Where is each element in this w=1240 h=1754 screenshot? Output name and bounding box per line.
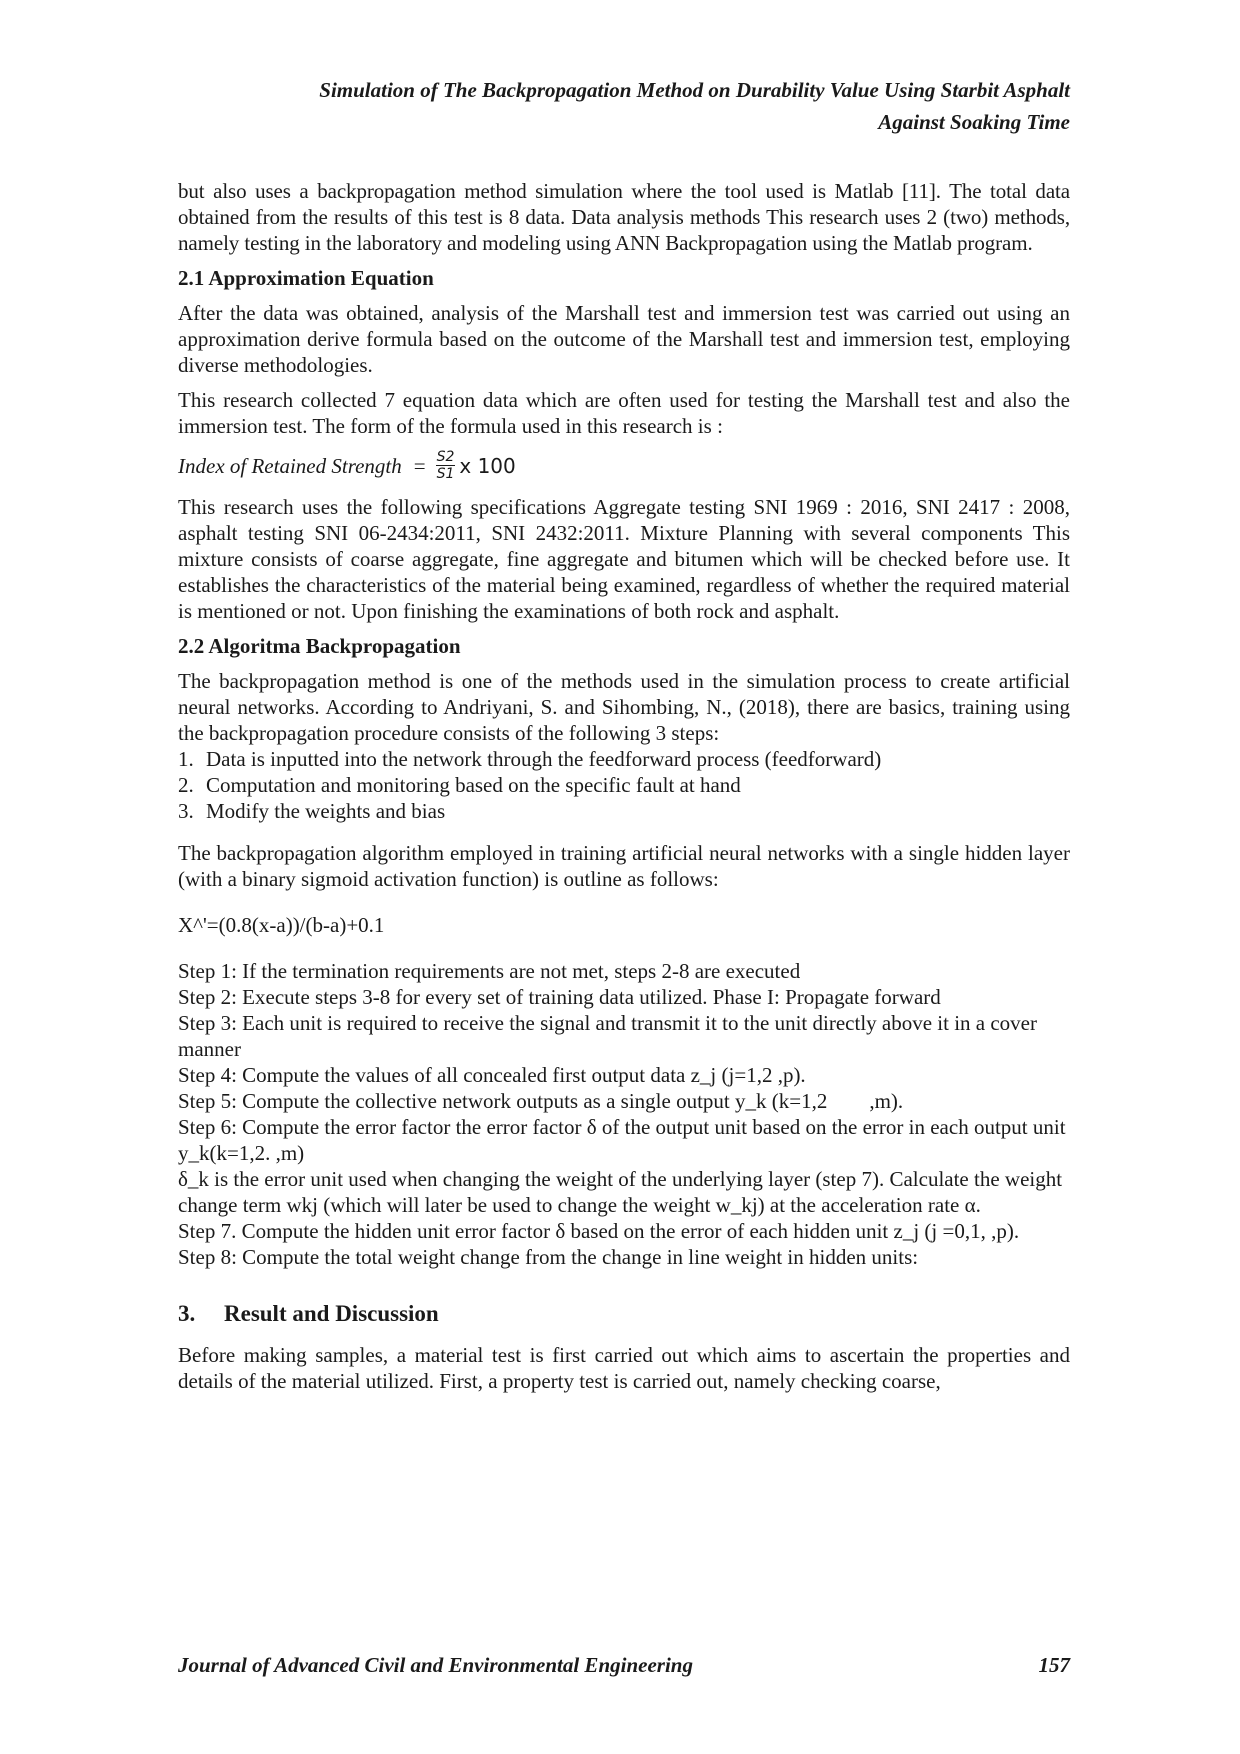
list-item-number: 3.: [178, 799, 194, 823]
section-2-2-para2: The backpropagation algorithm employed in training artificial neural networks with a single hidden layer (with a binary sigmoid activation function) is outline as follows:: [178, 841, 1070, 891]
formula-numerator: S2: [436, 449, 455, 465]
page-number: 157: [1038, 1653, 1070, 1677]
algorithm-step: Step 3: Each unit is required to receive the signal and transmit it to the unit directly above it in a cover manner: [178, 1011, 1038, 1061]
page-footer: [178, 1652, 1070, 1678]
running-header: [180, 74, 1070, 138]
algorithm-step: Step 8: Compute the total weight change from the change in line weight in hidden units:: [178, 1245, 919, 1269]
algorithm-step: Step 6: Compute the error factor the error factor δ of the output unit based on the error in each output unit y_k(k=1,2. ,m): [178, 1115, 1066, 1165]
formula-equals: =: [413, 453, 426, 478]
list-item: [178, 772, 1070, 798]
section-3-para1: Before making samples, a material test is first carried out which aims to ascertain the properties and details of the material utilized. First, a property test is carried out, namely checking coarse,: [178, 1343, 1070, 1393]
algorithm-step: Step 7. Compute the hidden unit error factor δ based on the error of each hidden unit z_j (j =0,1, ,p).: [178, 1219, 1020, 1243]
section-2-1-heading: 2.1 Approximation Equation: [178, 266, 434, 290]
list-item-text: Modify the weights and bias: [206, 799, 446, 823]
formula-fraction: [436, 449, 456, 482]
header-title-line1: Simulation of The Backpropagation Method on Durability Value Using Starbit Asphalt: [319, 78, 1070, 102]
list-item-text: Data is inputted into the network through the feedforward process (feedforward): [206, 747, 882, 771]
steps-list: [178, 746, 1070, 824]
list-item-number: 1.: [178, 747, 194, 771]
formula-denominator: S1: [436, 466, 455, 482]
formula-multiplier: x 100: [459, 453, 516, 478]
normalization-equation: X^'=(0.8(x-a))/(b-a)+0.1: [178, 913, 385, 937]
list-item-text: Computation and monitoring based on the specific fault at hand: [206, 773, 741, 797]
formula-label: Index of Retained Strength: [178, 453, 402, 478]
list-item-number: 2.: [178, 773, 194, 797]
journal-name: Journal of Advanced Civil and Environmental Engineering: [178, 1653, 693, 1677]
section-2-1-para1: After the data was obtained, analysis of the Marshall test and immersion test was carried out using an approximation derive formula based on the outcome of the Marshall test and immersion test, employing diverse methodologies.: [178, 301, 1070, 377]
algorithm-step: Step 5: Compute the collective network outputs as a single output y_k (k=1,2 ,m).: [178, 1089, 904, 1113]
section-2-1-para3: This research uses the following specifications Aggregate testing SNI 1969 : 2016, SNI 2417 : 2008, asphalt testing SNI 06-2434:2011, SNI 2432:2011. Mixture Planning with several components This mixture consists of coarse aggregate, fine aggregate and bitumen which will be checked before use. It establishes the characteristics of the material being examined, regardless of whether the required material is mentioned or not. Upon finishing the examinations of both rock and asphalt.: [178, 495, 1070, 623]
retained-strength-formula: [178, 449, 1070, 482]
section-2-1-para2: This research collected 7 equation data which are often used for testing the Marshall test and also the immersion test. The form of the formula used in this research is :: [178, 388, 1070, 438]
algorithm-steps: [178, 958, 1070, 1270]
algorithm-step: Step 2: Execute steps 3-8 for every set of training data utilized. Phase I: Propagate forward: [178, 985, 941, 1009]
algorithm-step: Step 1: If the termination requirements are not met, steps 2-8 are executed: [178, 959, 801, 983]
section-2-2-para1: The backpropagation method is one of the methods used in the simulation process to create artificial neural networks. According to Andriyani, S. and Sihombing, N., (2018), there are basics, training using the backpropagation procedure consists of the following 3 steps:: [178, 669, 1070, 745]
list-item: [178, 746, 1070, 772]
main-content: [178, 178, 1070, 1394]
section-2-2-heading: 2.2 Algoritma Backpropagation: [178, 634, 461, 658]
intro-paragraph: but also uses a backpropagation method simulation where the tool used is Matlab [11]. The total data obtained from the results of this test is 8 data. Data analysis methods This research uses 2 (two) methods, namely testing in the laboratory and modeling using ANN Backpropagation using the Matlab program.: [178, 179, 1070, 255]
algorithm-step: δ_k is the error unit used when changing the weight of the underlying layer (step 7). Calculate the weight change term wkj (which will later be used to change the weight w_kj) at the acceleration rate α.: [178, 1167, 1063, 1217]
section-3-heading: [178, 1300, 1070, 1328]
section-3-title: Result and Discussion: [224, 1301, 439, 1326]
list-item: [178, 798, 1070, 824]
section-3-number: 3.: [178, 1301, 196, 1326]
header-title-line2: Against Soaking Time: [878, 110, 1070, 134]
algorithm-step: Step 4: Compute the values of all concealed first output data z_j (j=1,2 ,p).: [178, 1063, 806, 1087]
